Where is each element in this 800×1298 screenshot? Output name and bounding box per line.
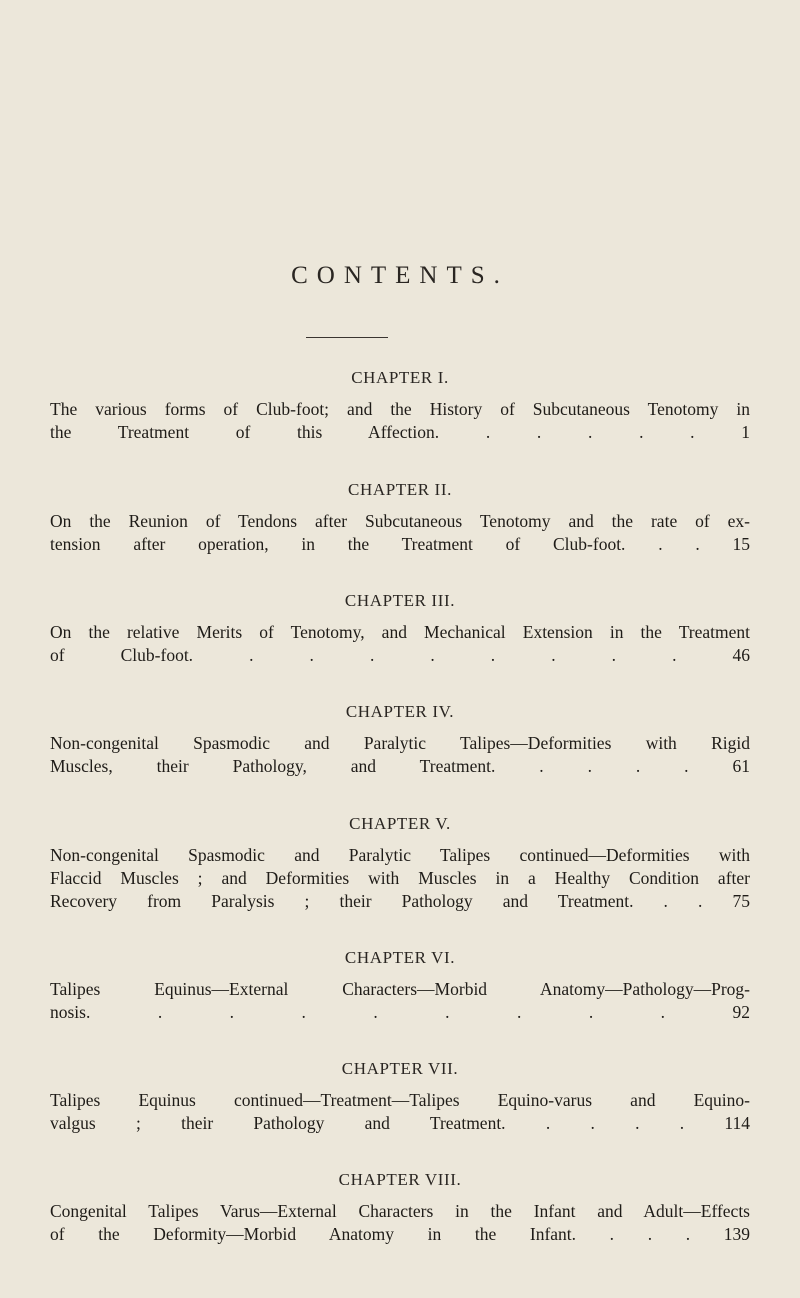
- chapter-line: On the Reunion of Tendons after Subcutaneous Tenotomy and the rate of ex-: [50, 511, 750, 531]
- chapter-entry-4: [50, 702, 750, 778]
- chapter-line: tension after operation, in the Treatment of Club-foot. . . 15: [50, 534, 750, 554]
- chapter-line: Muscles, their Pathology, and Treatment. . . . . 61: [50, 756, 750, 776]
- chapter-description: [50, 1089, 750, 1135]
- chapter-description: [50, 978, 750, 1024]
- chapter-entry-7: [50, 1059, 750, 1135]
- chapter-line: nosis. . . . . . . . . 92: [50, 1002, 750, 1022]
- chapter-description: [50, 398, 750, 444]
- chapter-heading: CHAPTER IV.: [345, 702, 455, 721]
- contents-title: CONTENTS.: [291, 262, 509, 289]
- chapter-heading: CHAPTER VI.: [344, 948, 456, 967]
- chapter-entry-1: [50, 368, 750, 444]
- chapter-description: [50, 1200, 750, 1246]
- chapter-entry-5: [50, 814, 750, 913]
- chapter-line: the Treatment of this Affection. . . . . . 1: [50, 422, 750, 442]
- title-rule: [306, 337, 388, 338]
- chapter-description: [50, 510, 750, 556]
- chapter-line: On the relative Merits of Tenotomy, and Mechanical Extension in the Treatment: [50, 622, 750, 642]
- chapter-entry-2: [50, 480, 750, 556]
- chapter-line: Talipes Equinus continued—Treatment—Talipes Equino-varus and Equino-: [50, 1090, 750, 1110]
- chapter-line: Non-congenital Spasmodic and Paralytic Talipes—Deformities with Rigid: [50, 733, 750, 753]
- chapter-description: [50, 621, 750, 667]
- chapter-line: The various forms of Club-foot; and the History of Subcutaneous Tenotomy in: [50, 399, 750, 419]
- chapter-heading: CHAPTER III.: [344, 591, 456, 610]
- chapter-heading: CHAPTER I.: [351, 368, 449, 387]
- chapter-line: valgus ; their Pathology and Treatment. . . . . 114: [50, 1113, 750, 1133]
- chapter-line: Recovery from Paralysis ; their Pathology and Treatment. . . 75: [50, 891, 750, 911]
- chapter-description: [50, 732, 750, 778]
- chapter-description: [50, 844, 750, 913]
- chapter-line: of the Deformity—Morbid Anatomy in the Infant. . . . 139: [50, 1224, 750, 1244]
- chapter-line: Congenital Talipes Varus—External Characters in the Infant and Adult—Effects: [50, 1201, 750, 1221]
- chapter-line: Flaccid Muscles ; and Deformities with Muscles in a Healthy Condition after: [50, 868, 750, 888]
- chapter-heading: CHAPTER VII.: [341, 1059, 459, 1078]
- chapter-line: Talipes Equinus—External Characters—Morbid Anatomy—Pathology—Prog-: [50, 979, 750, 999]
- chapter-entry-8: [50, 1170, 750, 1246]
- chapter-entry-3: [50, 591, 750, 667]
- chapter-heading: CHAPTER VIII.: [338, 1170, 462, 1189]
- chapter-line: of Club-foot. . . . . . . . . 46: [50, 645, 750, 665]
- chapter-heading: CHAPTER II.: [348, 480, 452, 499]
- chapter-line: Non-congenital Spasmodic and Paralytic Talipes continued—Deformities with: [50, 845, 750, 865]
- chapter-entry-6: [50, 948, 750, 1024]
- chapter-heading: CHAPTER V.: [349, 814, 451, 833]
